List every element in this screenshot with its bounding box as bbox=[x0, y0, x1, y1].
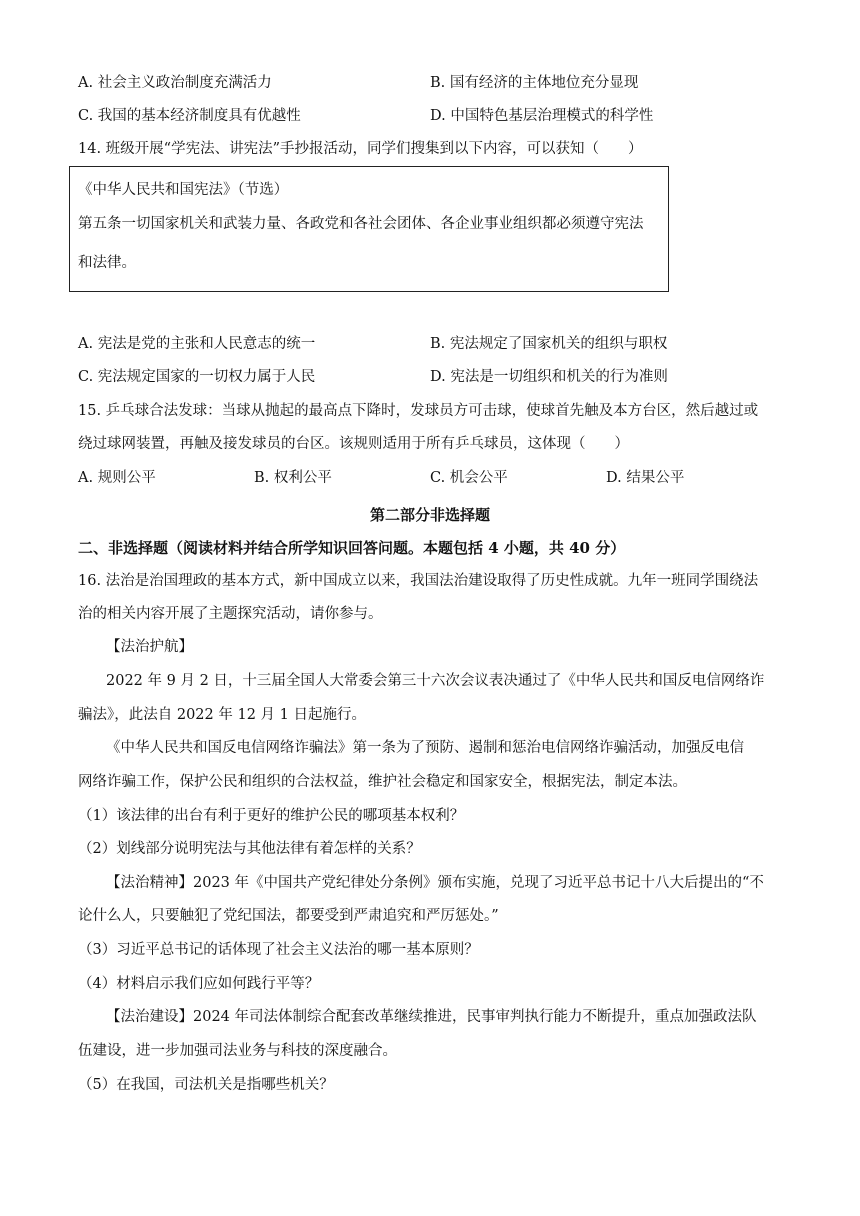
q16-stem-line1: 16. 法治是治国理政的基本方式，新中国成立以来，我国法治建设取得了历史性成就。九年一班同学围绕法 bbox=[78, 573, 759, 589]
section-heading: 二、非选择题（阅读材料并结合所学知识回答问题。本题包括 4 小题，共 40 分） bbox=[78, 539, 626, 557]
q14-option-a: A. 宪法是党的主张和人民意志的统一 bbox=[78, 336, 316, 352]
q16-stem-line2: 治的相关内容开展了主题探究活动，请你参与。 bbox=[78, 606, 383, 622]
q16-heading-protection: 【法治护航】 bbox=[106, 639, 193, 655]
q14-stem: 14. 班级开展“学宪法、讲宪法”手抄报活动，同学们搜集到以下内容，可以获知（ ） bbox=[78, 141, 643, 157]
q14-box-line1: 第五条一切国家机关和武装力量、各政党和各社会团体、各企业事业组织都必须遵守宪法 bbox=[78, 216, 644, 232]
q15-option-b: B. 权利公平 bbox=[254, 470, 332, 486]
q13-option-d: D. 中国特色基层治理模式的科学性 bbox=[430, 108, 654, 124]
q14-box-title: 《中华人民共和国宪法》（节选） bbox=[78, 182, 289, 198]
q16-sub1: （1）该法律的出台有利于更好的维护公民的哪项基本权利？ bbox=[78, 808, 465, 824]
q13-option-c: C. 我国的基本经济制度具有优越性 bbox=[78, 108, 301, 124]
q16-para2-line1: 《中华人民共和国反电信网络诈骗法》第一条为了预防、遏制和惩治电信网络诈骗活动，加强反电信 bbox=[106, 740, 744, 756]
q14-box-line2: 和法律。 bbox=[78, 255, 136, 271]
q16-sub3: （3）习近平总书记的话体现了社会主义法治的哪一基本原则？ bbox=[78, 942, 479, 958]
q16-para3-line1: 【法治精神】2023 年《中国共产党纪律处分条例》颁布实施，兑现了习近平总书记十八大后提出的“不 bbox=[106, 875, 764, 891]
q13-option-a: A. 社会主义政治制度充满活力 bbox=[78, 75, 272, 91]
part2-title: 第二部分非选择题 bbox=[369, 506, 490, 524]
q14-option-d: D. 宪法是一切组织和机关的行为准则 bbox=[430, 369, 668, 385]
q16-para3-line2: 论什么人，只要触犯了党纪国法，都要受到严肃追究和严厉惩处。” bbox=[78, 908, 499, 924]
q14-option-b: B. 宪法规定了国家机关的组织与职权 bbox=[430, 336, 668, 352]
q16-para2-line2: 网络诈骗工作，保护公民和组织的合法权益，维护社会稳定和国家安全，根据宪法，制定本法。 bbox=[78, 774, 687, 790]
q15-option-a: A. 规则公平 bbox=[78, 470, 156, 486]
q16-sub5: （5）在我国，司法机关是指哪些机关？ bbox=[78, 1077, 334, 1093]
q15-stem-line2: 绕过球网装置，再触及接发球员的台区。该规则适用于所有乒乓球员，这体现（ ） bbox=[78, 436, 629, 452]
q15-option-d: D. 结果公平 bbox=[606, 470, 685, 486]
q16-para1-line2: 骗法》，此法自 2022 年 12 月 1 日起施行。 bbox=[78, 707, 366, 723]
q13-option-b: B. 国有经济的主体地位充分显现 bbox=[430, 75, 639, 91]
q16-para1-line1: 2022 年 9 月 2 日，十三届全国人大常委会第三十六次会议表决通过了《中华人民共和国反电信网络诈 bbox=[106, 673, 765, 689]
q16-para4-line1: 【法治建设】2024 年司法体制综合配套改革继续推进，民事审判执行能力不断提升，重点加强政法队 bbox=[106, 1009, 757, 1025]
q15-stem-line1: 15. 乒乓球合法发球：当球从抛起的最高点下降时，发球员方可击球，使球首先触及本方台区，然后越过或 bbox=[78, 403, 759, 419]
q15-option-c: C. 机会公平 bbox=[430, 470, 508, 486]
q14-option-c: C. 宪法规定国家的一切权力属于人民 bbox=[78, 369, 316, 385]
q16-sub4: （4）材料启示我们应如何践行平等？ bbox=[78, 976, 320, 992]
q16-sub2: （2）划线部分说明宪法与其他法律有着怎样的关系？ bbox=[78, 841, 421, 857]
q16-para4-line2: 伍建设，进一步加强司法业务与科技的深度融合。 bbox=[78, 1043, 397, 1059]
